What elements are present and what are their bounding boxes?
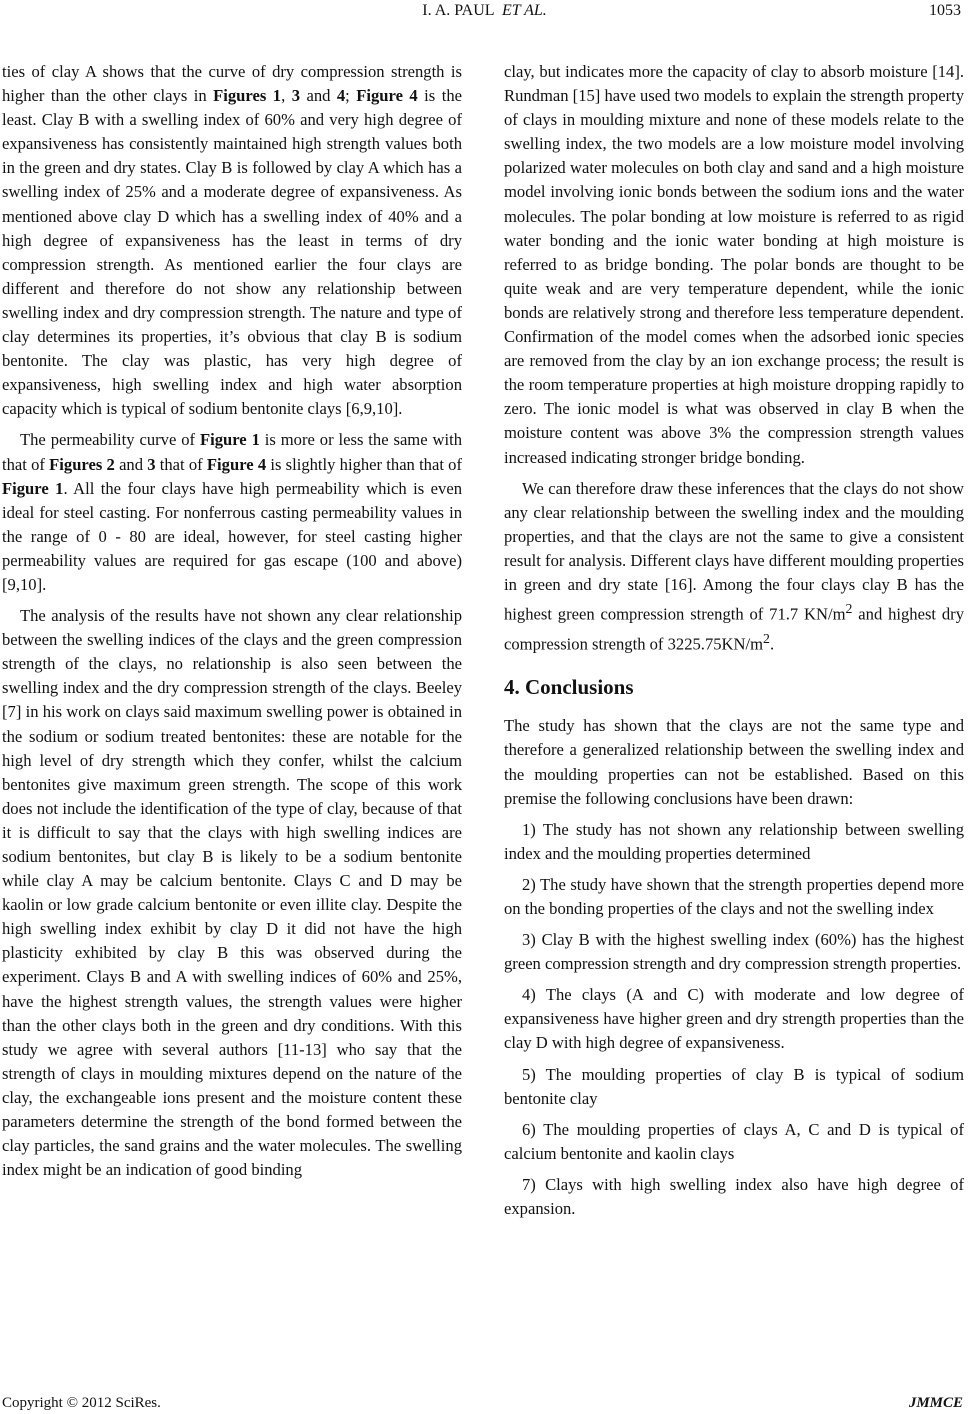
left-paragraph-2: The permeability curve of Figure 1 is more or less the same with that of Figures 2 and 3 that of Figure 4 is slightly higher than that of Figure 1. All the four clays have high permeability which is even ideal for steel casting. For nonferrous casting permeability values in the range of 0 - 80 are ideal, however, for steel casting higher permeability values are required for gas escape (100 and above) [9,10]. xyxy=(2,430,463,594)
header-authors: I. A. PAUL xyxy=(422,2,494,19)
running-header xyxy=(0,2,969,20)
conclusion-item-4: 4) The clays (A and C) with moderate and low degree of expansiveness have higher green and dry strength properties than the clay D with high degree of expansiveness. xyxy=(504,985,964,1053)
conclusion-item-6: 6) The moulding properties of clays A, C and D is typical of calcium bentonite and kaolin clays xyxy=(504,1119,964,1163)
conclusion-item-7: 7) Clays with high swelling index also have high degree of expansion. xyxy=(504,1174,964,1218)
section-heading-conclusions: 4. Conclusions xyxy=(504,675,634,700)
left-paragraph-1: ties of clay A shows that the curve of dry compression strength is higher than the other clays in Figures 1, 3 and 4; Figure 4 is the least. Clay B with a swelling index of 60% and very high degree of expansiveness has consistently maintained high strength values both in the green and dry states. Clay B is followed by clay A which has a swelling index of 25% and a moderate degree of expansiveness. As mentioned above clay D which has a swelling index of 40% and a high degree of expansiveness has the least in terms of dry compression strength. As mentioned earlier the four clays are different and therefore do not show any relationship between swelling index and dry compression strength. The nature and type of clay determines its properties, it’s obvious that clay B is sodium bentonite. The clay was plastic, has very high degree of expansiveness, high swelling index and high water absorption capacity which is typical of sodium bentonite clays [6,9,10]. xyxy=(2,62,462,419)
footer-copyright: Copyright © 2012 SciRes. xyxy=(2,1395,161,1411)
right-paragraph-1: clay, but indicates more the capacity of clay to absorb moisture [14]. Rundman [15] have used two models to explain the strength property of clays in moulding mixture and none of these models relate to the swelling index, the two models are a low moisture model involving polarized water molecules on both clay and sand and a high moisture model involving ionic bonds between the sodium ions and the water molecules. The polar bonding at low moisture is referred to as rigid water bonding and the ionic water bonding at high moisture is referred to as bridge bonding. The polar bonds are thought to be quite weak and are very temperature dependent, while the ionic bonds are relatively strong and therefore less temperature dependent. Confirmation of the model comes when the adsorbed ionic species are removed from the clay by an ion exchange process; the result is the room temperature properties at high moisture dropping rapidly to zero. The ionic model is what was observed in clay B when the moisture content was above 3% the compression strength values increased indicating stronger bridge bonding. xyxy=(504,62,964,467)
right-column xyxy=(504,60,964,1228)
conclusion-item-5: 5) The moulding properties of clay B is typical of sodium bentonite clay xyxy=(504,1064,964,1108)
footer-journal: JMMCE xyxy=(908,1395,963,1411)
conclusion-item-1: 1) The study has not shown any relationship between swelling index and the moulding properties determined xyxy=(504,819,964,863)
right-paragraph-2: We can therefore draw these inferences that the clays do not show any clear relationship between the swelling index and the moulding properties, and that the clays are not the same to give a consistent result for analysis. Different clays have different moulding properties in green and dry state [16]. Among the four clays clay B has the highest green compression strength of 71.7 $KN/m^2$ and highest dry compression strength of $3225.75KN/m^2$. xyxy=(504,478,964,654)
conclusions-intro: The study has shown that the clays are not the same type and therefore a generalized relationship between the swelling index and the moulding properties can not be established. Based on this premise the following conclusions have been drawn: xyxy=(504,716,964,808)
left-paragraph-3: The analysis of the results have not shown any clear relationship between the swelling indices of the clays and the green compression strength of the clays, no relationship is also seen between the swelling index and the dry compression strength of the clays. Beeley [7] in his work on clays said maximum swelling power is obtained in the sodium or sodium treated bentonites: these are notable for the high level of dry strength which they confer, whilst the calcium bentonites give maximum green strength. The scope of this work does not include the identification of the type of clay, because of that it is difficult to say that the clays with high swelling indices are sodium bentonites, but clay B is likely to be a sodium bentonite while clay A may be calcium bentonite. Clays C and D may be kaolin or low grade calcium bentonite or even illite clay. Despite the high swelling index exhibit by clay D it did not have the high plasticity exhibited by clay B this was observed during the experiment. Clays B and A with swelling indices of 60% and 25%, have the highest strength values, the strength values were higher than the other clays both in the green and dry conditions. With this study we agree with several authors [11-13] who say that the strength of clays in moulding mixtures depend on the nature of the clay, the exchangeable ions present and the moisture content these parameters determine the strength of the bond formed between the clay particles, the sand grains and the water molecules. The swelling index might be an indication of good binding xyxy=(2,606,462,1180)
conclusion-item-3: 3) Clay B with the highest swelling index (60%) has the highest green compression strength and dry compression strength properties. xyxy=(504,930,964,974)
left-column xyxy=(2,60,462,1189)
conclusion-item-2: 2) The study have shown that the strength properties depend more on the bonding properties of the clays and not the swelling index xyxy=(504,874,964,918)
page-number: 1053 xyxy=(929,2,961,19)
header-etal: ET AL. xyxy=(501,2,547,19)
